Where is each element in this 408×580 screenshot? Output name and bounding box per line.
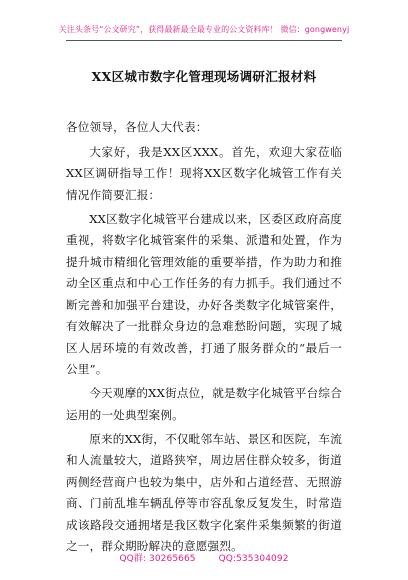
footer-qq: QQ:535304092 — [218, 554, 289, 564]
footer-qq-group: QQ群: 30265665 — [119, 554, 196, 564]
footer-contact — [0, 551, 408, 564]
header-note: 关注头条号“公文研究”，获得最新最全最专业的公文资料库！ 微信：gongwenyj — [58, 25, 350, 34]
header-divider — [66, 40, 342, 41]
document-body — [66, 117, 342, 560]
paragraph-platform: XX区数字化城管平台建成以来，区委区政府高度重视，将数字化城管案件的采集、派遣和处置，作为提升城市精细化管理效能的重要举措，作为助力和推动全区重点和中心工作任务的有力抓手。我们通过不断完善和加强平台建设，办好各类数字化城管案件，有效解决了一批群众身边的急难愁盼问题，实现了城区人居环境的有效改善，打通了服务群众的“最后一公里”。 — [66, 211, 342, 376]
paragraph-case: 今天观摩的XX街点位，就是数字化城管平台综合运用的一处典型案例。 — [66, 386, 342, 422]
document-title: XX区城市数字化管理现场调研汇报材料 — [91, 69, 317, 84]
paragraph-street: 原来的XX街，不仅毗邻车站、景区和医院，车流和人流量较大，道路狭窄，周边居住群众较多，街道两侧经营商户也较为集中，店外和占道经营、无照游商、门前乱堆车辆乱停等市容乱象反复发生，时常造成该路段交通拥堵是我区数字化案件采集频繁的街道之一，群众期盼解决的意愿强烈。 — [66, 431, 342, 553]
paragraph-intro: 大家好，我是XX区XXX。首先，欢迎大家莅临XX区调研指导工作！现将XX区数字化城管工作有关情况作简要汇报： — [66, 144, 342, 202]
salutation: 各位领导，各位人大代表： — [66, 120, 208, 134]
